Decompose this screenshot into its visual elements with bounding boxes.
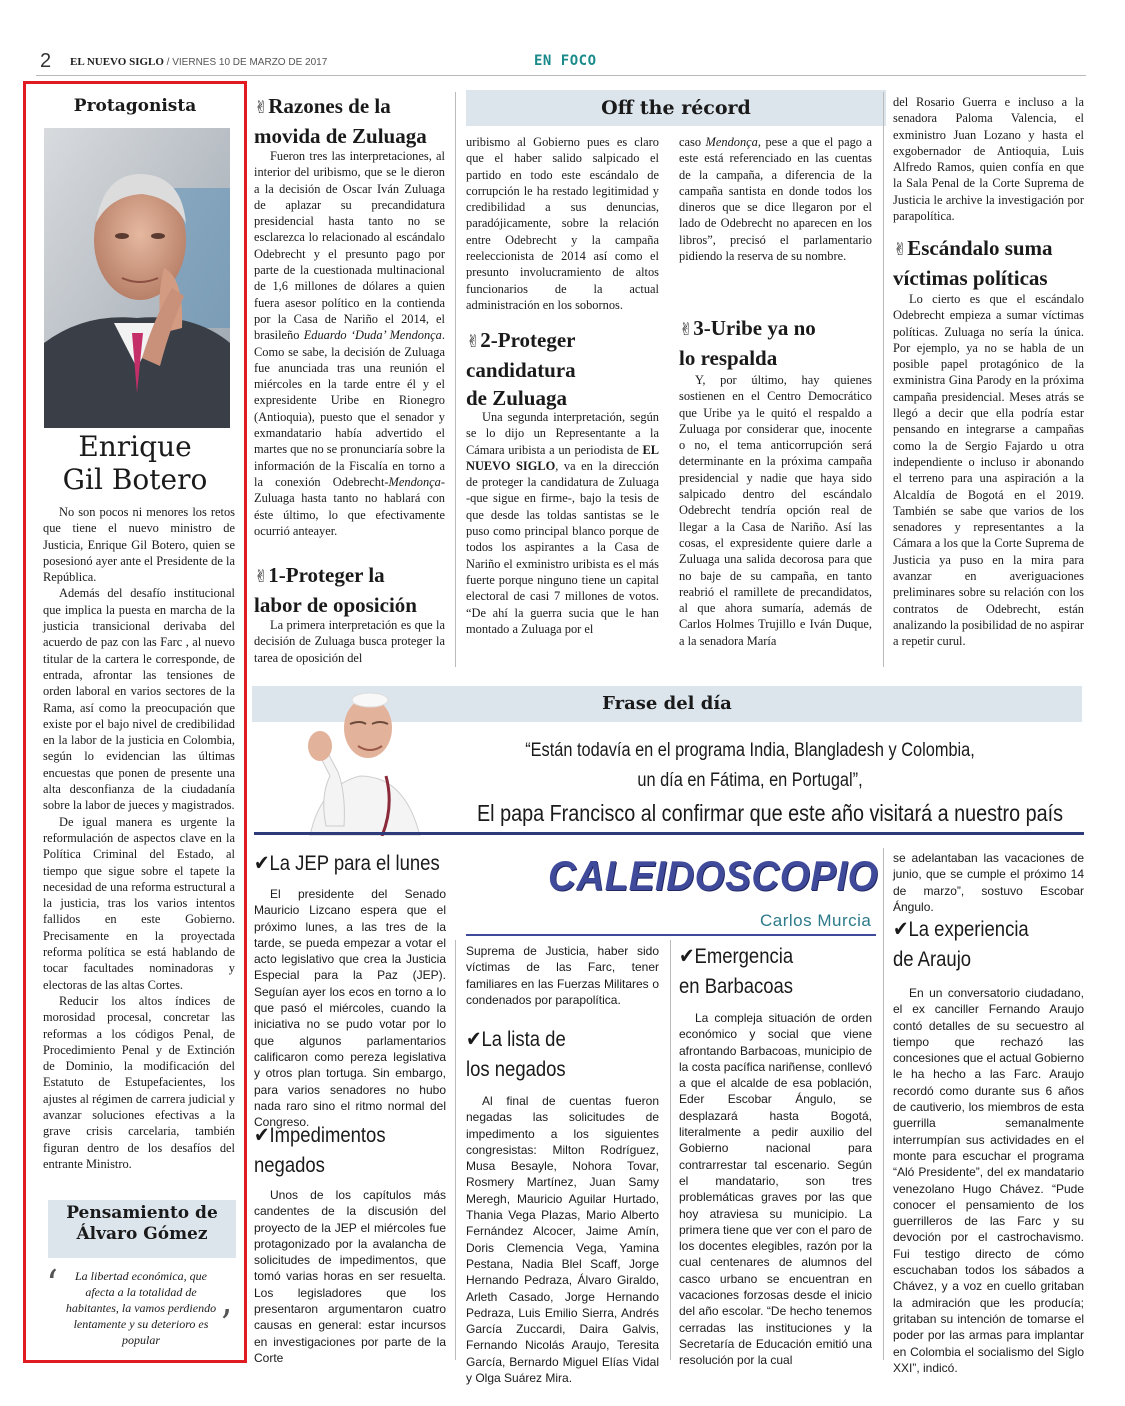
experiencia-headline: ✔La experiencia de Araujo <box>893 917 1029 971</box>
razones-body: Fueron tres las interpretaciones, al interior del uribismo, que se le dieron a la decisión de Oscar Iván Zuluaga de aplazar su precandidatura presidencial hasta tanto no se esclarezca lo relacionado al escándalo Odebrecht y el presunto pago por parte de la cuestionada multinacional de 1,6 millones de dólares a quien fuera asesor político en la contienda por la Casa de Nariño el 2014, el brasileño Eduardo ‘Duda’ Mendonça. Como se sabe, la decisión de Zuluaga fue anunciada tras una reunión el miércoles en la tarde entre él y el expresidente Uribe en Rionegro (Antioquia), puesto que el senador y exmandatario había advertido el martes que no se pronunciaría sobre la información de la Fiscalía en torno a la conexión Odebrecht-Mendonça-Zuluaga hasta tanto no hablará con éste último, lo que efectivamente ocurrió anteayer. <box>254 149 445 538</box>
victory-hand-icon: ✌ <box>679 320 694 340</box>
emergencia-headline: ✔Emergencia en Barbacoas <box>679 944 794 998</box>
sidebar-paragraph: Reducir los altos índices de morosidad procesal, concretar las reformas a los códigos Penal, de Procedimiento Penal y de Extinción de Dominio, la modificación del Estatuto de Estupefacientes, los ajustes al régimen de carrera judicial y avanzar soluciones efectivas a la grave crisis carcelaria, también figuran dentro de los desafíos del entrante Ministro. <box>43 993 235 1171</box>
check-mark-icon: ✔ <box>466 1027 482 1051</box>
open-quote-icon: ‘ <box>46 1262 59 1306</box>
proteger-candidatura-headline: ✌2-Proteger candidatura de Zuluaga <box>466 328 576 410</box>
sidebar-paragraph: Además del desafío institucional que implica la puesta en marcha de la justicia transicional derivaba del acuerdo de paz con las Farc , al nuevo titular de la cartera le corresponde, de entrada, afrontar las tensiones de orden laboral en varios sectores de la Rama, así como la preocupación que existe por el bajo nivel de credibilidad en la labor de la justicia en Colombia, según lo evidencian las últimas encuestas que ponen de presente una alta desconfianza de la ciudadanía sobre la labor de jueces y magistrados. <box>43 586 235 813</box>
frase-quote-line1: “Están todavía en el programa India, Blangladesh y Colombia, <box>525 740 975 761</box>
frase-attribution: El papa Francisco al confirmar que este año visitará a nuestro país <box>476 800 1064 826</box>
emergencia-body: La compleja situación de orden económico y social que viene afrontando Barbacoas, municipio de la costa pacífica nariñense, conllevó a que el alcalde de esa población, Eder Escobar Ángulo, se desplazará hasta Bogotá, literalmente a pedir auxilio del Gobierno nacional para contrarrestar tal escenario. Según el mandatario, son tres problemáticas graves por las que hoy atraviesa su municipio. La primera tiene que ver con el paro de los docentes elegibles, razón por la cual centenares de alumnos del casco urbano se encuentran en vacaciones forzosas desde el inicio del año escolar. “De hecho tenemos cerradas las instituciones y la Secretaría de Educación emitió una resolución por la cual <box>679 1011 872 1368</box>
check-mark-icon: ✔ <box>254 1123 270 1147</box>
sidebar-paragraph: De igual manera es urgente la reformulación de aspectos clave en la Política Criminal del Estado, al tiempo que sigue sobre el tapete la necesidad de una reforma estructural a la justicia, tras los varios intentos fallidos en este Gobierno. Precisamente en la proyectada reforma política se está hablando de tocar facultades nominadoras y electoras de las altas Cortes. <box>43 814 235 992</box>
column-divider <box>455 92 456 667</box>
victory-hand-icon: ✌ <box>466 332 481 352</box>
caleidoscopio-title: CALEIDOSCOPIO <box>548 852 879 899</box>
check-mark-icon: ✔ <box>893 917 909 941</box>
check-mark-icon: ✔ <box>254 851 270 875</box>
page-header <box>36 50 1086 76</box>
uribe-body: Y, por último, hay quienes sostienen en el Centro Democrático que Uribe ya le quitó el respaldo a Zuluaga por considerar que, inocente o no, el tema anticorrupción será determinante en la próxima campaña presidencial y nadie que haya sido salpicado dentro del escándalo Odebrecht tendría opción real de llegar a la Casa de Nariño. Así las cosas, el expresidente quiere darle a Zuluaga una salida decorosa para que no baje de su campaña, en tanto reabrió el ramillete de precandidatos, al que ahora sumaría, además de Carlos Holmes Trujillo e Iván Duque, a la senadora María <box>679 373 872 648</box>
off-record-col1: uribismo al Gobierno pues es claro que el haber salido salpicado el partido en todo este escándalo de corrupción le ha restado legitimidad y credibilidad a sus denuncias, paradójicamente, sobre la relación entre Odebrecht y la campaña reeleccionista de 2014 así como el presunto involucramiento de altos funcionarios de la actual administración en los sobornos. <box>466 135 659 312</box>
impedimentos-body-continued: Suprema de Justicia, haber sido víctimas de las Farc, tener familiares en las Fuerzas Militares o condenados por parapolítica. <box>466 944 659 1007</box>
uribe-headline: ✌3-Uribe ya no lo respalda <box>679 316 816 370</box>
protagonist-name: Enrique Gil Botero <box>62 430 208 497</box>
check-mark-icon: ✔ <box>679 944 695 968</box>
emergencia-body-continued: se adelantaban las vacaciones de junio, que se cumple el próximo 14 de marzo”, sostuvo Escobar Ángulo. <box>893 851 1084 914</box>
lista-negados-headline: ✔La lista de los negados <box>466 1027 566 1081</box>
jep-headline: ✔La JEP para el lunes <box>254 851 440 875</box>
page-number: 2 <box>40 50 52 72</box>
proteger-candidatura-body: Una segunda interpretación, según se lo dijo un Representante a la Cámara uribista a un periodista de EL NUEVO SIGLO, va en la dirección de proteger la candidatura de Zuluaga -que sigue en firme-, bajo la tesis de que desde las toldas santistas se le puso como principal blanco porque de todos los aspirantes a la Casa de Nariño el exministro uribista es el más fuerte porque ninguno tiene un capital electoral de casi 7 millones de votos. “De ahí la guerra sucia que le han montado a Zuluaga por el <box>466 410 659 636</box>
jep-body: El presidente del Senado Mauricio Lizcano espera que el próximo lunes, a las tres de la tarde, se pueda empezar a votar el acto legislativo que crea la Justicia Especial para la Paz (JEP). Seguían ayer los ecos en torno a lo que pasó el miércoles, cuando la iniciativa no se pudo votar por lo que algunos parlamentarios calificaron como pereza legislativa y otros plan tortuga. Sin embargo, para varios senadores no hubo nada raro sino el ritmo normal del Congreso. <box>254 887 446 1130</box>
lista-negados-body: Al final de cuentas fueron negadas las solicitudes de impedimento a los siguientes congresistas: Milton Rodríguez, Musa Besayle, Nohora Tovar, Rosmery Martínez, Juan Samy Meregh, Mauricio Aguilar Hurtado, Thania Vega Plazas, Mario Alberto Fernández Alcocer, Jaime Amín, Doris Clemencia Vega, Yamina Pestana, Nadia Blel Scaff, Jorge Hernando Pedraza, Álvaro Giraldo, Arleth Casado, Jorge Hernando Pedraza, Luis Emilio Sierra, Andrés García Zuccardi, Daira Galvis, Fernando Nicolás Araujo, Teresita García, Bernardo Miguel Elías Vidal y Olga Suárez Mira. <box>466 1094 659 1386</box>
section-label: EN FOCO <box>534 53 597 69</box>
section-rule <box>254 832 1084 835</box>
frase-del-dia-title: Frase del día <box>252 686 1082 722</box>
sidebar-paragraph: No son pocos ni menores los retos que tiene el nuevo ministro de Justicia, Enrique Gil Botero, quien se posesionó ayer ante el Presidente de la República. <box>43 505 235 585</box>
proteger-oposicion-headline: ✌1-Proteger la labor de oposición <box>254 563 417 617</box>
pope-photo <box>290 676 440 836</box>
off-the-record-title: Off the récord <box>466 90 886 126</box>
caleidoscopio-rule <box>466 934 876 936</box>
pensamiento-quote: La libertad económica, que afecta a la totalidad de habitantes, la vamos perdiendo lentamente y su deterioro es popular <box>65 1269 217 1347</box>
victory-hand-icon: ✌ <box>893 240 908 260</box>
razones-headline: ✌Razones de la movida de Zuluaga <box>254 94 427 148</box>
column-divider <box>883 92 884 667</box>
proteger-oposicion-body: La primera interpretación es que la decisión de Zuluaga busca proteger la tarea de oposición del <box>254 618 445 665</box>
column-divider <box>455 940 456 1360</box>
sidebar-title: Protagonista <box>73 96 197 116</box>
pensamiento-title: Pensamiento de Álvaro Gómez <box>48 1200 236 1258</box>
column-divider <box>670 940 671 1360</box>
sidebar-body <box>43 504 235 1172</box>
escandalo-headline: ✌Escándalo suma víctimas políticas <box>893 236 1053 290</box>
protagonista-sidebar <box>23 81 247 1363</box>
impedimentos-body: Unos de los capítulos más candentes de la discusión del proyecto de la JEP el miércoles fue protagonizado por la avalancha de solicitudes de impedimentos, que tomó varias horas en ser resuelta. Los legisladores que los presentaron argumentaron cuatro causas en general: estar incursos en investigaciones por parte de la Corte <box>254 1188 446 1365</box>
close-quote-icon: ’ <box>220 1302 233 1346</box>
victory-hand-icon: ✌ <box>254 98 269 118</box>
portrait-photo <box>44 128 230 428</box>
masthead: EL NUEVO SIGLO / VIERNES 10 DE MARZO DE 2017 <box>70 56 328 68</box>
impedimentos-headline: ✔Impedimentos negados <box>254 1123 386 1177</box>
off-record-col2: caso Mendonça, pese a que el pago a este está referenciado en las cuentas de la campaña, a diferencia de la campaña santista en donde todos los dineros que se dice llegaron por el lado de Odebrecht no aparecen en los libros”, precisó el parlamentario pidiendo la reserva de su nombre. <box>679 135 872 264</box>
issue-date: / VIERNES 10 DE MARZO DE 2017 <box>166 57 328 68</box>
frase-quote-line2: un día en Fátima, en Portugal”, <box>637 770 863 791</box>
victory-hand-icon: ✌ <box>254 567 269 587</box>
experiencia-body: En un conversatorio ciudadano, el ex canciller Fernando Araujo contó detalles de su secuestro al tiempo que rechazó las concesiones que el actual Gobierno le ha hecho a las Farc. Araujo recordó como durante sus 6 años de cautiverio, los miembros de esta guerrilla semanalmente interrumpían sus actividades en el monte para escuchar el programa “Aló Presidente”, del ex mandatario venezolano Hugo Chávez. “Pude conocer el pensamiento de los guerrilleros de las Farc y su devoción por el castrochavismo. Fui testigo directo de cómo escuchaban todos los sábados a Chávez, y a voz en cuello gritaban la admiración que les producía; gritaban su intención de tomarse el poder por las armas para implantar en Colombia el socialismo del Siglo XXI”, indicó. <box>893 986 1084 1375</box>
column-divider <box>883 848 884 1360</box>
escandalo-body: Lo cierto es que el escándalo Odebrecht empieza a sumar víctimas políticas. Zuluaga no sería la única. Por ejemplo, ya no se habla de un posible papel protagónico de la exministra Gina Parody en la próxima campaña presidencial. Meses atrás se llegó a decir que ella podría estar pensando en integrarse a campañas como la de Sergio Fajardo u otra independiente o incluso ir abonando el terreno para una aspiración a la Alcaldía de Bogotá en el 2019. También se sabe que varios de los senadores y representantes a la Cámara a los que la Corte Suprema de Justicia ya puso en la mira para avanzar en averiguaciones preliminares sobre su relación con los contratos de Odebrecht, están analizando la posibilidad de no aspirar a repetir curul. <box>893 292 1084 649</box>
caleidoscopio-author: Carlos Murcia <box>760 911 872 930</box>
uribe-body-continued: del Rosario Guerra e incluso a la senadora Paloma Valencia, el exministro Juan Lozano y hasta el exgobernador de Antioquia, Luis Alfredo Ramos, quien confía en que la Sala Penal de la Corte Suprema de Justicia le archive la investigación por parapolítica. <box>893 95 1084 224</box>
